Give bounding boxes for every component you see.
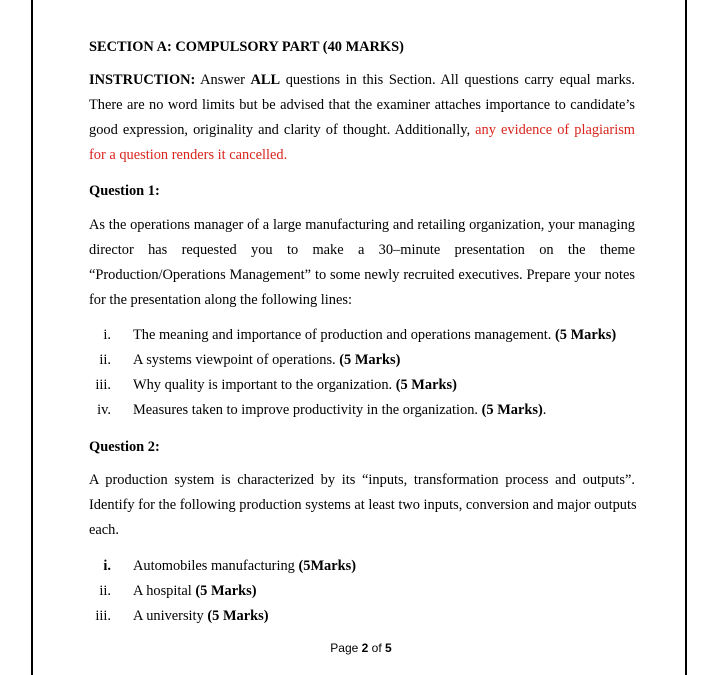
marks-label: (5 Marks) (481, 402, 543, 418)
question-2-title: Question 2: (89, 439, 160, 455)
list-number: ii. (99, 352, 111, 368)
total-pages: 5 (385, 641, 392, 655)
list-number: ii. (99, 583, 111, 599)
list-number: iv. (97, 402, 111, 418)
question-1-line: “Production/Operations Management” to some newly recruited executives. Prepare your notes (89, 267, 635, 283)
list-item: ii. A systems viewpoint of operations. (5 Marks) (89, 350, 635, 375)
list-item: i. The meaning and importance of production and operations management. (5 Marks) (89, 325, 635, 350)
instruction-label: INSTRUCTION: (89, 72, 196, 88)
document-page (31, 0, 687, 675)
question-2-line: each. (89, 522, 119, 538)
question-1-title: Question 1: (89, 183, 160, 199)
question-2-list (89, 556, 635, 631)
list-item: iii. A university (5 Marks) (89, 606, 635, 631)
question-1-line: As the operations manager of a large manufacturing and retailing organization, your managing (89, 217, 635, 233)
marks-label: (5 Marks) (395, 377, 457, 393)
current-page-number: 2 (361, 641, 369, 655)
list-number: i. (103, 327, 111, 343)
marks-label: (5 Marks) (339, 352, 401, 368)
question-2-line: A production system is characterized by its “inputs, transformation process and outputs”. (89, 472, 635, 488)
marks-label: (5 Marks) (555, 327, 617, 343)
list-item: iii. Why quality is important to the organization. (5 Marks) (89, 375, 635, 400)
instruction-paragraph (89, 68, 635, 168)
instruction-line-4: for a question renders it cancelled. (89, 147, 288, 163)
instruction-line-3: good expression, originality and clarity of thought. Additionally, any evidence of plagiarism (89, 122, 635, 138)
plagiarism-warning: any evidence of plagiarism (475, 122, 635, 138)
list-number: iii. (95, 608, 111, 624)
instruction-all: ALL (250, 72, 281, 88)
list-item: iv. Measures taken to improve productivity in the organization. (5 Marks). (89, 400, 635, 425)
section-title: SECTION A: COMPULSORY PART (40 MARKS) (89, 39, 404, 55)
instruction-line-2: There are no word limits but be advised that the examiner attaches importance to candidate’s (89, 97, 635, 113)
question-2-line: Identify for the following production systems at least two inputs, conversion and major outputs (89, 497, 637, 513)
list-item: i. Automobiles manufacturing (5Marks) (89, 556, 635, 581)
instruction-line-1: INSTRUCTION: Answer ALL questions in this Section. All questions carry equal marks. (89, 72, 635, 88)
question-1-line: for the presentation along the following lines: (89, 292, 352, 308)
marks-label: (5 Marks) (207, 608, 269, 624)
marks-label: (5 Marks) (195, 583, 257, 599)
list-number: iii. (95, 377, 111, 393)
question-1-paragraph (89, 213, 635, 313)
question-1-list (89, 325, 635, 425)
page-footer: Page 2 of 5 (330, 641, 392, 655)
list-item: ii. A hospital (5 Marks) (89, 581, 635, 606)
question-1-line: director has requested you to make a 30–minute presentation on the theme (89, 242, 635, 258)
marks-label: (5Marks) (298, 558, 357, 574)
question-2-paragraph (89, 468, 635, 543)
list-number: i. (103, 558, 111, 574)
